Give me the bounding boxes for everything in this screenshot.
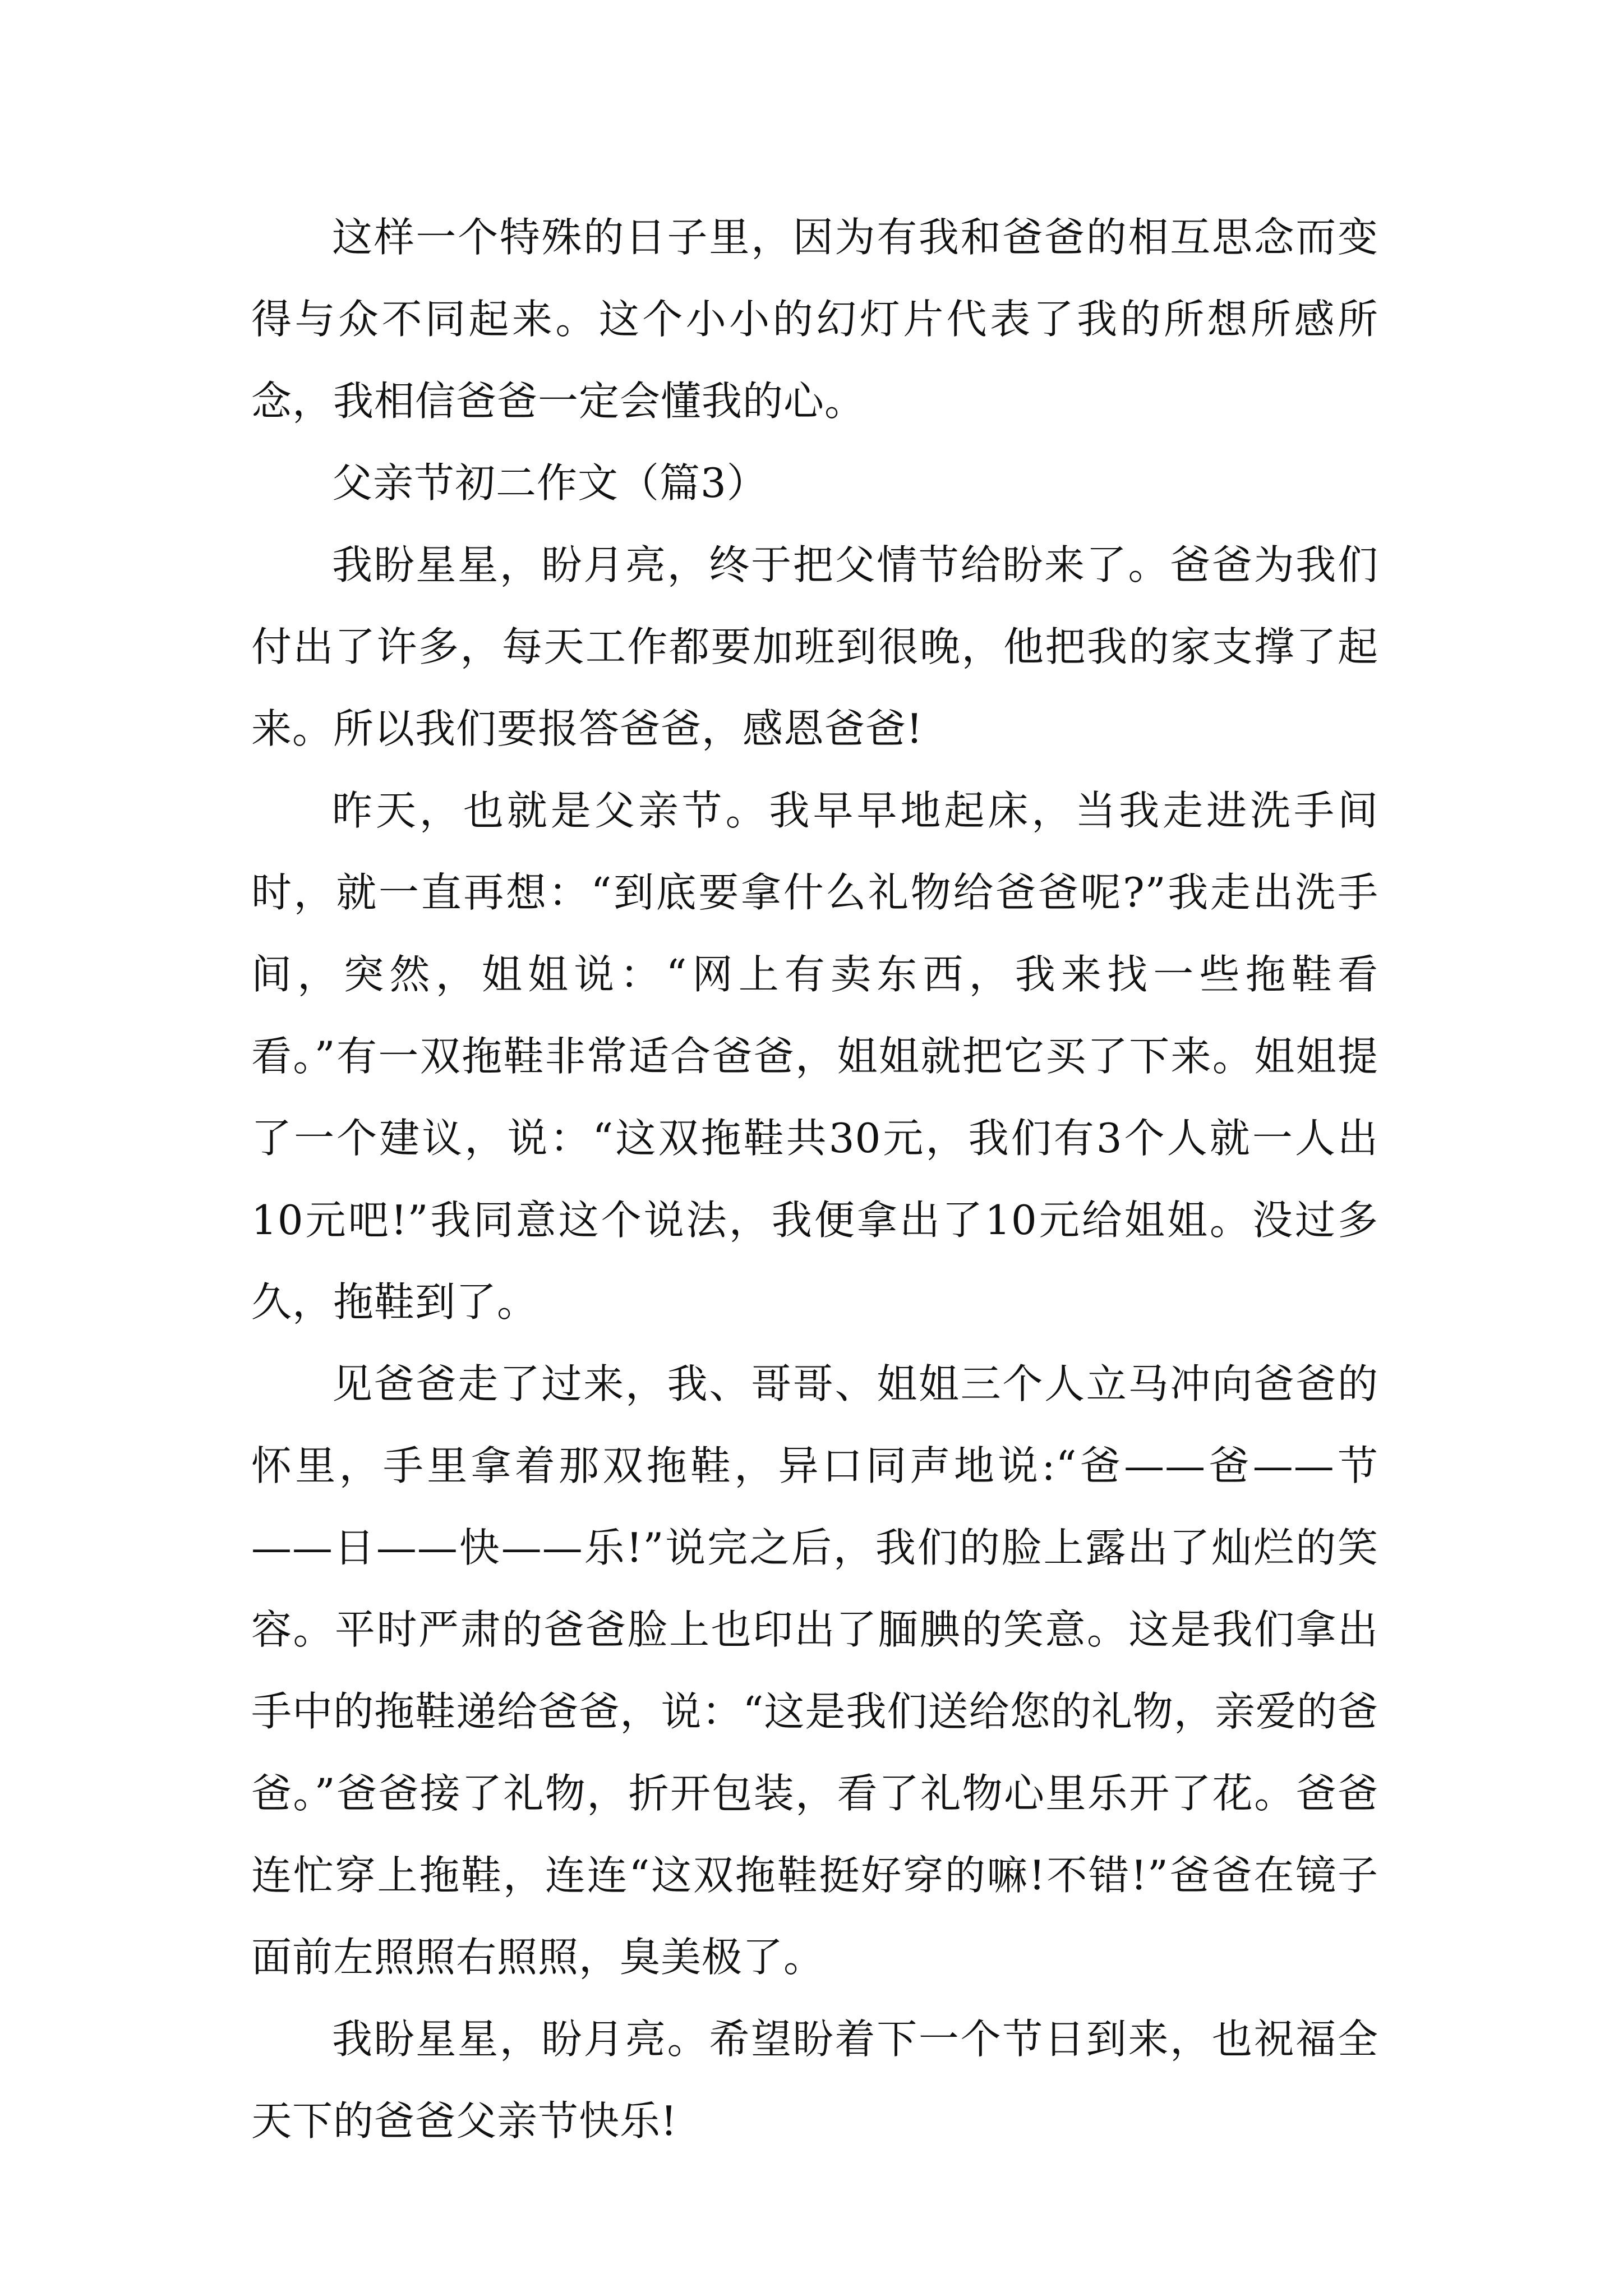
paragraph-gift-giving: 见爸爸走了过来，我、哥哥、姐姐三个人立马冲向爸爸的怀里，手里拿着那双拖鞋，异口同声地说:“爸——爸——节——日——快——乐!”说完之后，我们的脸上露出了灿烂的笑容。平时严肃的爸爸脸上也印出了腼腆的笑意。这是我们拿出手中的拖鞋递给爸爸，说：“这是我们送给您的礼物，亲爱的爸爸。”爸爸接了礼物，折开包装，看了礼物心里乐开了花。爸爸连忙穿上拖鞋，连连“这双拖鞋挺好穿的嘛!不错!”爸爸在镜子面前左照照右照照，臭美极了。 xyxy=(251,1360,1378,1981)
paragraph-intro-continuation: 这样一个特殊的日子里，因为有我和爸爸的相互思念而变得与众不同起来。这个小小的幻灯片代表了我的所想所感所念，我相信爸爸一定会懂我的心。 xyxy=(251,214,1378,425)
paragraph-gift-purchase: 昨天，也就是父亲节。我早早地起床，当我走进洗手间时，就一直再想：“到底要拿什么礼物给爸爸呢?”我走出洗手间，突然，姐姐说：“网上有卖东西，我来找一些拖鞋看看。”有一双拖鞋非常适合爸爸，姐姐就把它买了下来。姐姐提了一个建议，说：“这双拖鞋共30元，我们有3个人就一人出10元吧!”我同意这个说法，我便拿出了10元给姐姐。没过多久，拖鞋到了。 xyxy=(251,787,1378,1326)
paragraph-closing: 我盼星星，盼月亮。希望盼着下一个节日到来，也祝福全天下的爸爸父亲节快乐! xyxy=(251,2016,1378,2145)
paragraph-opening: 我盼星星，盼月亮，终于把父情节给盼来了。爸爸为我们付出了许多，每天工作都要加班到很晚，他把我的家支撑了起来。所以我们要报答爸爸，感恩爸爸! xyxy=(251,541,1378,752)
essay-body xyxy=(251,196,1378,2162)
section-heading: 父亲节初二作文（篇3） xyxy=(332,459,768,507)
